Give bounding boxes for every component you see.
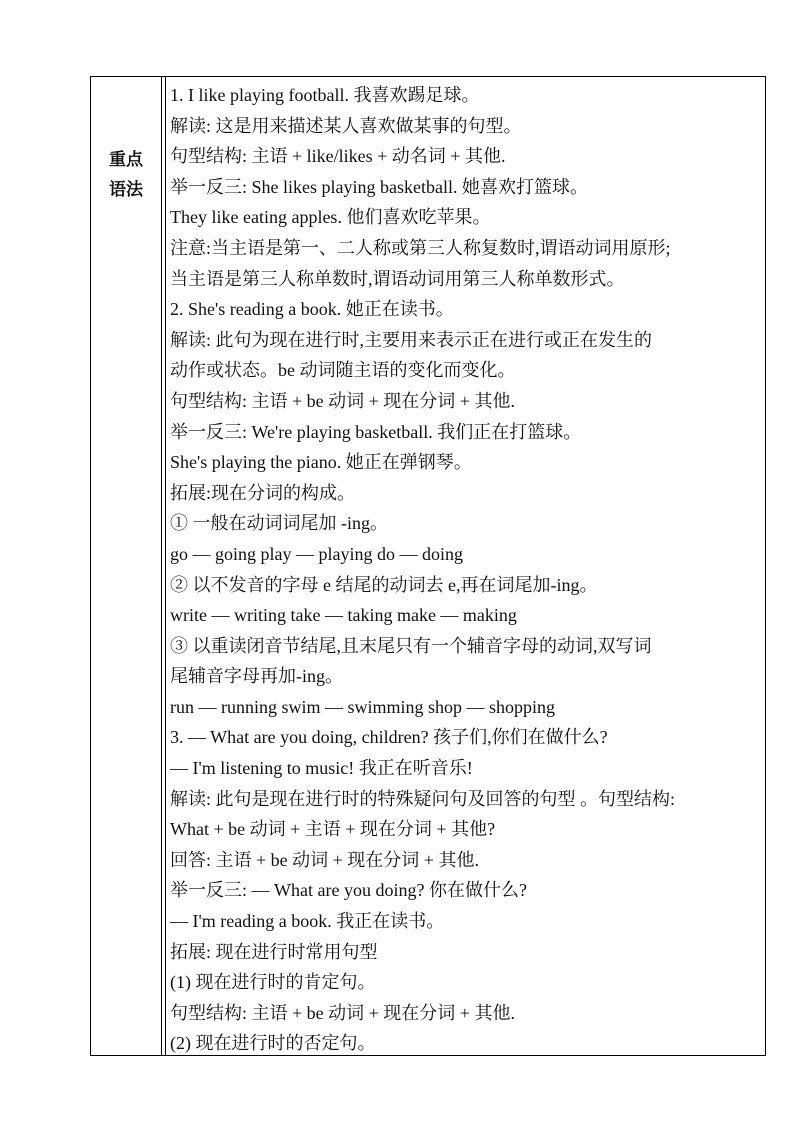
content-line: — I'm reading a book. 我正在读书。 xyxy=(170,911,445,932)
content-line: 尾辅音字母再加-ing。 xyxy=(170,666,343,687)
content-line: 举一反三: We're playing basketball. 我们正在打篮球。 xyxy=(170,421,582,442)
grammar-content xyxy=(170,80,761,1059)
section-label-line: 语法 xyxy=(109,180,143,200)
content-line: 拓展:现在分词的构成。 xyxy=(170,482,355,503)
content-line: They like eating apples. 他们喜欢吃苹果。 xyxy=(170,207,491,228)
content-line: 回答: 主语 + be 动词 + 现在分词 + 其他. xyxy=(170,849,479,870)
content-line: ① 一般在动词词尾加 -ing。 xyxy=(170,513,388,534)
content-line: 当主语是第三人称单数时,谓语动词用第三人称单数形式。 xyxy=(170,268,625,289)
content-line: 解读: 此句为现在进行时,主要用来表示正在进行或正在发生的 xyxy=(170,329,652,350)
content-line: write — writing take — taking make — making xyxy=(170,605,517,626)
content-line: ③ 以重读闭音节结尾,且末尾只有一个辅音字母的动词,双写词 xyxy=(170,635,652,656)
content-line: (2) 现在进行时的否定句。 xyxy=(170,1033,376,1054)
column-divider-inner xyxy=(165,77,166,1055)
content-line: (1) 现在进行时的肯定句。 xyxy=(170,972,376,993)
content-line: 1. I like playing football. 我喜欢踢足球。 xyxy=(170,85,480,105)
content-line: 句型结构: 主语 + like/likes + 动名词 + 其他. xyxy=(170,146,506,167)
content-line: — I'm listening to music! 我正在听音乐! xyxy=(170,758,473,779)
content-line: 举一反三: — What are you doing? 你在做什么? xyxy=(170,880,527,901)
section-label xyxy=(91,145,161,205)
content-line: 3. — What are you doing, children? 孩子们,你们在做什么? xyxy=(170,727,608,748)
content-line: 解读: 这是用来描述某人喜欢做某事的句型。 xyxy=(170,115,522,136)
content-line: 举一反三: She likes playing basketball. 她喜欢打篮球。 xyxy=(170,176,588,197)
content-line: 动作或状态。be 动词随主语的变化而变化。 xyxy=(170,360,516,381)
column-divider xyxy=(161,77,162,1055)
content-line: What + be 动词 + 主语 + 现在分词 + 其他? xyxy=(170,819,496,840)
content-line: 2. She's reading a book. 她正在读书。 xyxy=(170,299,454,320)
content-line: 句型结构: 主语 + be 动词 + 现在分词 + 其他. xyxy=(170,390,515,411)
content-line: 拓展: 现在进行时常用句型 xyxy=(170,941,378,962)
content-line: 解读: 此句是现在进行时的特殊疑问句及回答的句型 。句型结构: xyxy=(170,788,675,809)
content-line: 句型结构: 主语 + be 动词 + 现在分词 + 其他. xyxy=(170,1002,515,1023)
content-line: run — running swim — swimming shop — shopping xyxy=(170,696,556,717)
grammar-table xyxy=(90,76,766,1056)
section-label-line: 重点 xyxy=(109,150,143,170)
content-line: She's playing the piano. 她正在弹钢琴。 xyxy=(170,452,472,473)
content-line: ② 以不发音的字母 e 结尾的动词去 e,再在词尾加-ing。 xyxy=(170,574,598,595)
content-line: go — going play — playing do — doing xyxy=(170,543,463,564)
content-line: 注意:当主语是第一、二人称或第三人称复数时,谓语动词用原形; xyxy=(170,237,671,258)
